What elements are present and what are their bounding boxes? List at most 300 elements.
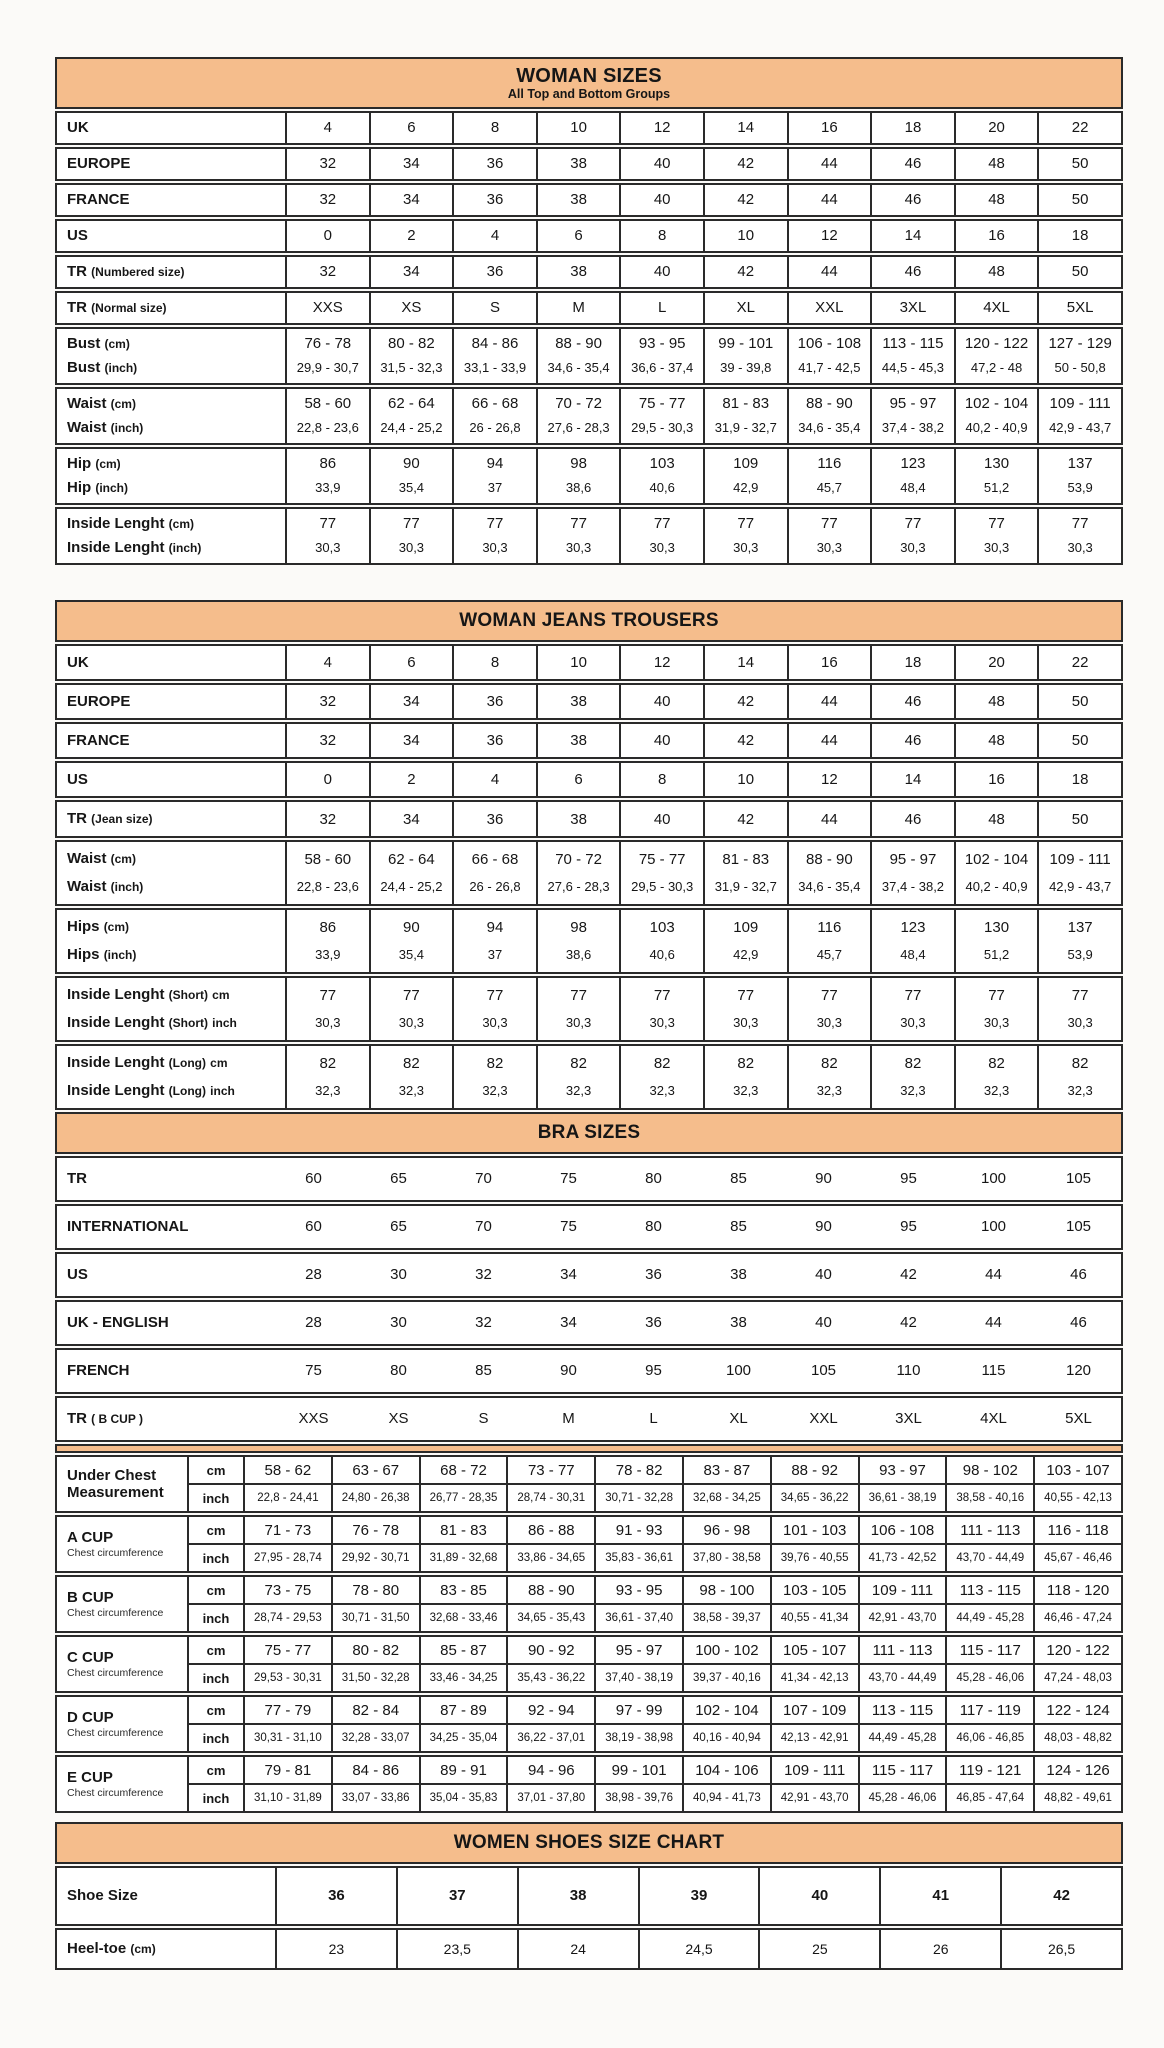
cell-value-cm: 98 - 100 xyxy=(699,1581,755,1599)
row-label-line: Inside Lenght (inch) xyxy=(67,539,202,556)
cell-value: 70 xyxy=(475,1170,492,1187)
cell-value-inch: 39,76 - 40,55 xyxy=(772,1543,858,1571)
cell-value: 34,6 - 35,4 xyxy=(798,879,861,894)
cell-value: 10 xyxy=(737,227,755,244)
bra-cell xyxy=(594,1457,682,1511)
table-cell xyxy=(870,763,954,796)
cell-value: 35,4 xyxy=(398,947,425,962)
table-cell xyxy=(271,1254,356,1296)
unit-inch-label: inch xyxy=(189,1783,243,1811)
table-cell xyxy=(870,257,954,287)
table-cell xyxy=(526,1398,611,1440)
table-cell xyxy=(1037,978,1121,1040)
table-cell xyxy=(954,113,1038,143)
cell-value-inch: 38,58 - 40,16 xyxy=(947,1483,1033,1511)
cell-value-inch: 30,71 - 31,50 xyxy=(333,1603,419,1631)
table-cell xyxy=(369,685,453,718)
table-subtitle: All Top and Bottom Groups xyxy=(507,87,671,101)
table-cell xyxy=(369,842,453,904)
row-label-line: US xyxy=(67,1266,88,1283)
cell-value: 38 xyxy=(570,693,587,710)
cell-value: 40 xyxy=(815,1266,832,1283)
table-cell xyxy=(369,1046,453,1108)
bra-cell xyxy=(419,1697,507,1751)
table-cell xyxy=(1000,1868,1121,1924)
cell-value-inch: 39,37 - 40,16 xyxy=(684,1663,770,1691)
table-cell xyxy=(1037,185,1121,215)
cell-value: 23,5 xyxy=(443,1941,471,1957)
cell-value-inch: 40,55 - 41,34 xyxy=(772,1603,858,1631)
cell-value: 36 xyxy=(328,1887,345,1904)
cell-value: 46 xyxy=(904,693,922,710)
bra-cell xyxy=(419,1637,507,1691)
cell-value: 8 xyxy=(490,654,500,671)
cell-value-cm: 93 - 95 xyxy=(615,1581,663,1599)
unit-inch-label: inch xyxy=(189,1543,243,1571)
table-cell xyxy=(356,1206,441,1248)
cell-value: 12 xyxy=(653,119,671,136)
cell-value: 36 xyxy=(486,191,504,208)
cell-value: 70 - 72 xyxy=(555,395,602,412)
cell-value: 38 xyxy=(570,810,587,828)
cell-value: 32,3 xyxy=(1067,1083,1093,1098)
table-cell xyxy=(536,646,620,679)
table-cell xyxy=(285,389,369,443)
table-cell xyxy=(619,1046,703,1108)
women-shoes-header xyxy=(55,1822,1123,1864)
cell-value: 46 xyxy=(904,155,922,172)
cell-value: 50 - 50,8 xyxy=(1054,360,1106,375)
cell-value: 30,3 xyxy=(649,1015,675,1030)
cell-value: 28 xyxy=(305,1314,322,1331)
table-cell xyxy=(787,978,871,1040)
table-cell xyxy=(787,329,871,383)
cell-value-cm: 81 - 83 xyxy=(440,1521,487,1539)
table-cell xyxy=(951,1206,1036,1248)
bra-cell xyxy=(682,1517,770,1571)
bra-cell xyxy=(331,1697,419,1751)
cell-value: 109 xyxy=(733,919,759,936)
table-cell xyxy=(787,389,871,443)
cell-value: 32 xyxy=(319,810,337,828)
cell-value: 50 xyxy=(1071,263,1089,280)
row-label xyxy=(57,1302,271,1344)
cell-value-cm: 103 - 107 xyxy=(1046,1461,1110,1479)
bra-cell xyxy=(945,1697,1033,1751)
cell-value: 32,3 xyxy=(816,1083,843,1098)
bra-cell xyxy=(419,1577,507,1631)
cell-value-inch: 38,19 - 38,98 xyxy=(596,1723,682,1751)
cell-value-inch: 31,89 - 32,68 xyxy=(421,1543,507,1571)
cell-value: S xyxy=(478,1410,489,1427)
table-row-group xyxy=(55,1252,1123,1298)
cell-value: 62 - 64 xyxy=(388,851,435,868)
cell-value: 40,6 xyxy=(649,947,675,962)
cell-value-inch: 37,01 - 37,80 xyxy=(508,1783,594,1811)
cell-value: 6 xyxy=(574,227,583,244)
cell-value-cm: 78 - 82 xyxy=(615,1461,663,1479)
table-cell xyxy=(536,509,620,563)
cell-value: 3XL xyxy=(895,1410,922,1427)
row-label-line: Inside Lenght (Long) inch xyxy=(67,1082,235,1099)
cell-value: 36 xyxy=(486,263,504,280)
table-cell xyxy=(703,685,787,718)
cell-value-inch: 42,13 - 42,91 xyxy=(772,1723,858,1751)
cell-value: 95 xyxy=(645,1362,662,1379)
table-cell xyxy=(703,842,787,904)
cell-value-inch: 35,43 - 36,22 xyxy=(508,1663,594,1691)
cell-value: 44 xyxy=(985,1314,1002,1331)
row-label xyxy=(57,978,285,1040)
woman-jeans-table xyxy=(55,600,1123,1110)
cell-value: XS xyxy=(388,1410,409,1427)
table-cell xyxy=(271,1350,356,1392)
table-row-group xyxy=(55,387,1123,445)
cell-value-inch: 33,46 - 34,25 xyxy=(421,1663,507,1691)
table-cell xyxy=(1037,842,1121,904)
table-row-group xyxy=(55,722,1123,759)
row-label xyxy=(57,1254,271,1296)
cell-value: 26 xyxy=(932,1941,949,1957)
bra-cell xyxy=(331,1637,419,1691)
cell-value: 48 xyxy=(988,155,1005,172)
cell-value-cm: 101 - 103 xyxy=(782,1521,847,1539)
cell-value: 0 xyxy=(323,227,332,244)
table-cell xyxy=(619,257,703,287)
table-cell xyxy=(870,685,954,718)
cell-value: 82 xyxy=(403,1055,420,1072)
row-label-line: EUROPE xyxy=(67,155,131,172)
cell-value: 26,5 xyxy=(1047,1941,1076,1957)
bra-cell xyxy=(594,1517,682,1571)
table-cell xyxy=(638,1930,759,1968)
cell-value: XXS xyxy=(298,1410,329,1427)
cell-value-cm: 95 - 97 xyxy=(615,1641,663,1659)
cell-value: 81 - 83 xyxy=(722,851,770,868)
table-cell xyxy=(954,685,1038,718)
table-cell xyxy=(1037,389,1121,443)
cell-value: 16 xyxy=(988,227,1005,244)
table-cell xyxy=(619,293,703,323)
cell-value: 30 xyxy=(390,1266,407,1283)
table-cell xyxy=(611,1350,696,1392)
cell-value-inch: 41,34 - 42,13 xyxy=(772,1663,858,1691)
table-cell xyxy=(356,1302,441,1344)
table-cell xyxy=(441,1350,526,1392)
cup-subtitle: Chest circumference xyxy=(67,1727,164,1739)
table-row-group xyxy=(55,644,1123,681)
cell-value-inch: 33,86 - 34,65 xyxy=(508,1543,594,1571)
unit-inch-label: inch xyxy=(189,1723,243,1751)
cell-value-inch: 31,50 - 32,28 xyxy=(333,1663,419,1691)
table-cell xyxy=(787,185,871,215)
row-label xyxy=(57,763,285,796)
table-cell xyxy=(1036,1158,1121,1200)
cell-value: 32 xyxy=(475,1266,492,1283)
cell-value: 44,5 - 45,3 xyxy=(881,360,945,375)
cell-value: 26 - 26,8 xyxy=(469,879,521,894)
cell-value: 29,5 - 30,3 xyxy=(631,879,694,894)
cell-value: 10 xyxy=(570,654,587,671)
cell-value-inch: 26,77 - 28,35 xyxy=(421,1483,507,1511)
table-cell xyxy=(879,1930,1000,1968)
bra-cell xyxy=(1033,1457,1121,1511)
cell-value: 30,3 xyxy=(482,540,508,555)
cell-value-cm: 83 - 85 xyxy=(440,1581,487,1599)
table-cell xyxy=(536,910,620,972)
table-cell xyxy=(452,257,536,287)
cell-value: 31,5 - 32,3 xyxy=(380,360,443,375)
cup-title: Under Chest Measurement xyxy=(67,1467,164,1501)
bra-cell xyxy=(682,1757,770,1811)
bra-cell xyxy=(506,1757,594,1811)
cell-value: L xyxy=(658,299,667,316)
cell-value-cm: 111 - 113 xyxy=(872,1641,933,1659)
table-cell xyxy=(285,449,369,503)
cell-value: 76 - 78 xyxy=(304,335,352,352)
cell-value: 29,9 - 30,7 xyxy=(296,360,359,375)
cell-value-cm: 109 - 111 xyxy=(871,1581,934,1599)
cell-value: 44 xyxy=(821,693,838,710)
table-cell xyxy=(275,1868,396,1924)
table-cell xyxy=(517,1930,638,1968)
cell-value: 28 xyxy=(305,1266,322,1283)
table-cell xyxy=(866,1158,951,1200)
cell-value: 31,9 - 32,7 xyxy=(714,420,777,435)
cell-value: 44 xyxy=(821,191,838,208)
cell-value: 60 xyxy=(305,1218,322,1235)
cell-value: 103 xyxy=(649,455,675,472)
table-cell xyxy=(954,842,1038,904)
cell-value-inch: 46,06 - 46,85 xyxy=(947,1723,1033,1751)
row-label-line: FRENCH xyxy=(67,1362,130,1379)
table-row-group xyxy=(55,908,1123,974)
bra-cup-row-group xyxy=(55,1695,1123,1753)
cell-value-inch: 46,46 - 47,24 xyxy=(1035,1603,1121,1631)
cell-value-cm: 111 - 113 xyxy=(960,1521,1021,1539)
table-cell xyxy=(954,763,1038,796)
cell-value: 80 xyxy=(645,1218,662,1235)
cell-value: 53,9 xyxy=(1067,947,1093,962)
cell-value: 77 xyxy=(486,987,504,1004)
table-cell xyxy=(619,910,703,972)
row-label-line: Hip (cm) xyxy=(67,455,121,472)
cell-value-cm: 84 - 86 xyxy=(352,1761,400,1779)
cell-value: 48 xyxy=(988,191,1005,208)
cell-value: 6 xyxy=(574,771,583,788)
cell-value: 40 xyxy=(653,155,671,172)
cell-value: 100 xyxy=(980,1218,1007,1235)
cell-value-inch: 28,74 - 30,31 xyxy=(508,1483,594,1511)
cell-value-inch: 33,07 - 33,86 xyxy=(333,1783,419,1811)
cell-value: 30,3 xyxy=(983,540,1010,555)
cell-value: 16 xyxy=(988,771,1005,788)
bra-cell xyxy=(1033,1577,1121,1631)
cell-value: 34 xyxy=(403,155,420,172)
bra-cell xyxy=(594,1577,682,1631)
table-cell xyxy=(536,113,620,143)
table-cell xyxy=(619,389,703,443)
table-cell xyxy=(369,763,453,796)
cell-value: 48 xyxy=(988,732,1005,749)
cell-value: 77 xyxy=(1071,987,1089,1004)
row-label-line: Heel-toe (cm) xyxy=(67,1940,156,1957)
cell-value: 37,4 - 38,2 xyxy=(881,420,945,435)
cell-value: 58 - 60 xyxy=(304,851,352,868)
table-cell xyxy=(870,221,954,251)
row-label xyxy=(57,113,285,143)
table-cell xyxy=(951,1398,1036,1440)
table-cell xyxy=(536,185,620,215)
woman-sizes-header xyxy=(55,57,1123,109)
table-cell xyxy=(356,1158,441,1200)
table-cell xyxy=(1036,1302,1121,1344)
cell-value: 44 xyxy=(821,155,838,172)
cell-value: 18 xyxy=(1071,771,1089,788)
cell-value-cm: 122 - 124 xyxy=(1046,1701,1110,1719)
cell-value: 38 xyxy=(569,1887,587,1904)
table-row-group xyxy=(55,219,1123,253)
cell-value-inch: 44,49 - 45,28 xyxy=(947,1603,1033,1631)
cell-value-inch: 36,61 - 37,40 xyxy=(596,1603,682,1631)
table-cell xyxy=(787,449,871,503)
cell-value: 41,7 - 42,5 xyxy=(798,360,861,375)
table-row-group xyxy=(55,183,1123,217)
cell-value: 37 xyxy=(448,1887,466,1904)
cell-value: 120 - 122 xyxy=(964,335,1029,352)
bra-cell xyxy=(945,1457,1033,1511)
table-cell xyxy=(619,842,703,904)
table-cell xyxy=(954,221,1038,251)
cell-value: 105 xyxy=(1065,1218,1092,1235)
row-label-line: Bust (inch) xyxy=(67,359,138,376)
table-cell xyxy=(758,1930,879,1968)
table-cell xyxy=(781,1398,866,1440)
cell-value: 24 xyxy=(570,1941,586,1957)
row-label-line: Waist (cm) xyxy=(67,395,136,412)
cell-value-inch: 41,73 - 42,52 xyxy=(860,1543,946,1571)
cell-value: 34 xyxy=(403,191,420,208)
cell-value: 95 - 97 xyxy=(889,395,937,412)
divider-strip xyxy=(55,1444,1123,1453)
table-row-group xyxy=(55,111,1123,145)
cell-value: L xyxy=(649,1410,658,1427)
cell-value-cm: 86 - 88 xyxy=(527,1521,575,1539)
table-cell xyxy=(866,1398,951,1440)
bra-cell xyxy=(243,1457,331,1511)
table-cell xyxy=(285,763,369,796)
cell-value: 102 - 104 xyxy=(964,851,1029,868)
table-cell xyxy=(536,763,620,796)
cell-value: XXL xyxy=(815,299,844,316)
cell-value-inch: 32,68 - 34,25 xyxy=(684,1483,770,1511)
bra-cell xyxy=(331,1457,419,1511)
table-cell xyxy=(285,221,369,251)
bra-cell xyxy=(858,1757,946,1811)
cell-value: 58 - 60 xyxy=(304,395,352,412)
bra-cell xyxy=(419,1517,507,1571)
cell-value-inch: 31,10 - 31,89 xyxy=(245,1783,331,1811)
cell-value: 40 xyxy=(653,810,671,828)
bra-cup-row-group xyxy=(55,1515,1123,1573)
row-label xyxy=(57,509,285,563)
row-label xyxy=(57,1398,271,1440)
bra-cup-row-group xyxy=(55,1575,1123,1633)
table-cell xyxy=(619,685,703,718)
table-cell xyxy=(452,221,536,251)
table-cell xyxy=(951,1350,1036,1392)
cell-value-inch: 34,25 - 35,04 xyxy=(421,1723,507,1751)
table-cell xyxy=(703,802,787,836)
woman-sizes-table xyxy=(55,57,1123,565)
table-cell xyxy=(1037,449,1121,503)
cell-value: 30,3 xyxy=(816,540,843,555)
table-cell xyxy=(787,724,871,757)
cell-value: 14 xyxy=(904,227,922,244)
unit-column xyxy=(187,1577,243,1631)
table-row-group xyxy=(55,255,1123,289)
table-cell xyxy=(954,802,1038,836)
table-cell xyxy=(1036,1206,1121,1248)
table-cell xyxy=(703,293,787,323)
table-cell xyxy=(285,646,369,679)
table-cell xyxy=(954,293,1038,323)
cell-value: 38 xyxy=(570,155,587,172)
cell-value: 130 xyxy=(984,455,1010,472)
table-cell xyxy=(1037,221,1121,251)
cell-value: 113 - 115 xyxy=(882,335,944,352)
table-cell xyxy=(870,293,954,323)
table-cell xyxy=(452,389,536,443)
table-cell xyxy=(870,329,954,383)
cup-title: B CUP xyxy=(67,1589,114,1606)
cell-value: 30 xyxy=(390,1314,407,1331)
table-cell xyxy=(787,149,871,179)
row-label-line: FRANCE xyxy=(67,191,130,208)
cell-value: 30,3 xyxy=(733,1015,759,1030)
cell-value: 77 xyxy=(904,515,922,532)
cell-value-cm: 85 - 87 xyxy=(440,1641,487,1659)
cell-value-cm: 103 - 105 xyxy=(782,1581,847,1599)
cell-value: 77 xyxy=(570,515,587,532)
table-cell xyxy=(870,802,954,836)
table-cell xyxy=(870,185,954,215)
table-cell xyxy=(866,1254,951,1296)
table-cell xyxy=(870,842,954,904)
table-cell xyxy=(369,910,453,972)
cell-value: 47,2 - 48 xyxy=(970,360,1023,375)
cell-value-cm: 73 - 75 xyxy=(264,1581,312,1599)
cell-value: 32 xyxy=(319,693,337,710)
table-cell xyxy=(536,842,620,904)
cell-value-cm: 105 - 107 xyxy=(782,1641,847,1659)
cell-value: 42 xyxy=(737,732,755,749)
cup-label xyxy=(57,1637,187,1691)
cell-value-cm: 68 - 72 xyxy=(440,1461,487,1479)
cell-value-inch: 22,8 - 24,41 xyxy=(245,1483,331,1511)
cell-value-cm: 98 - 102 xyxy=(962,1461,1018,1479)
table-cell xyxy=(285,685,369,718)
cell-value: 42 xyxy=(1053,1887,1070,1904)
row-label xyxy=(57,842,285,904)
table-cell xyxy=(951,1254,1036,1296)
cell-value: 36 xyxy=(645,1266,662,1283)
woman-sizes-rows xyxy=(55,111,1123,565)
cell-value: 93 - 95 xyxy=(638,335,686,352)
cell-value: 8 xyxy=(658,771,667,788)
table-cell xyxy=(441,1158,526,1200)
cell-value: 99 - 101 xyxy=(718,335,774,352)
